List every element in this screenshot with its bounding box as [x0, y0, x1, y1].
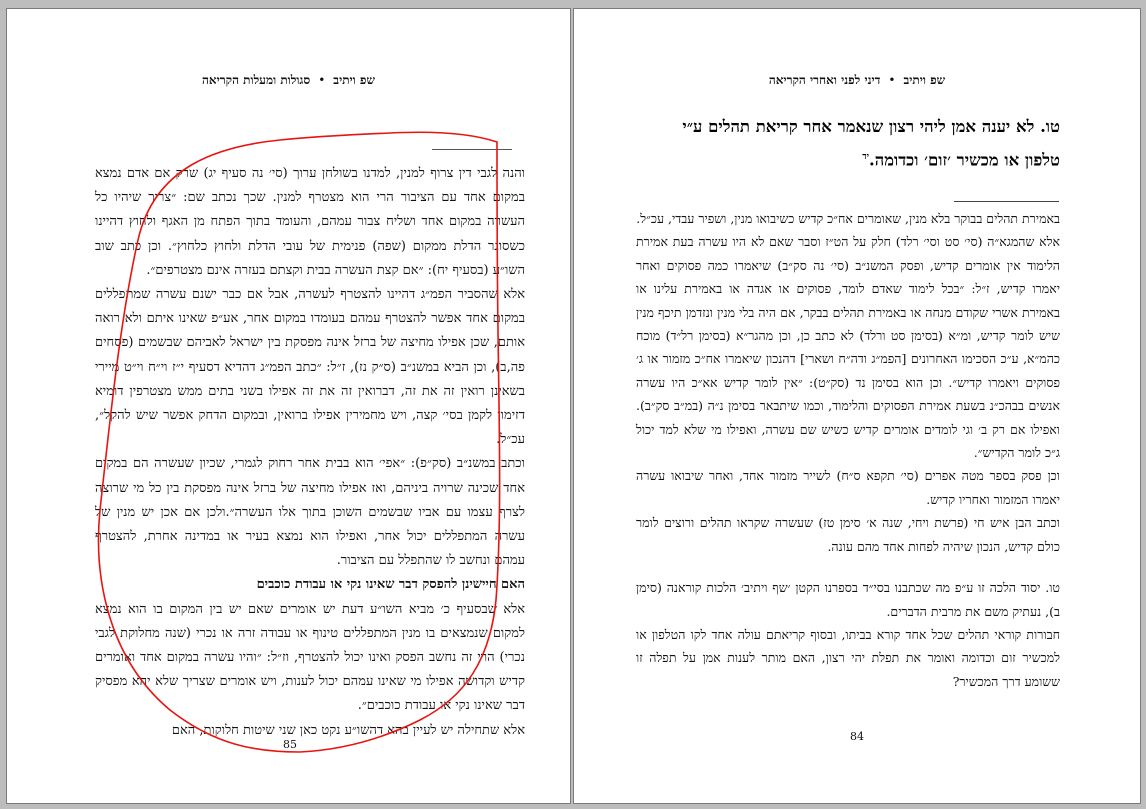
section-title	[644, 112, 1060, 176]
header-rule	[432, 149, 512, 150]
subheading: האם חיישינן להפסק דבר שאינו נקי או עבודת כוכבים	[256, 577, 525, 593]
paragraph: אלא שהמגא״ה (סי׳ סט וסי׳ רלד) חלק על הט״ז וסבר שאם לא היו עשרה בעת אמירת הלימוד אין אומרים קדיש, ופסק המשנ״ב (סי׳ נה סק״ב) שיאמרו כמה פסוקים ואחר יאמרו קדיש, ז״ל: ״בכל לימוד שאדם לומד, פסוקים או אגדה או באמירת עלינו או באמירת אשרי שקודם מנחה או באמירת תהלים בבקר, אם היה בלי מנין ונזדמן תיכף מנין שיש לומר קדיש, ומ״א (בסימן סט ורלד) לא כתב כן, וכן מהגר״א (בסימן רל״ד) מוכח כהמ״א, ע״כ הסכימו האחרונים [הפמ״ג ודה״ח ושארי] דהנכון שיאמרו אח״כ מזמור או ג׳ פסוקים ויאמרו קדיש״. וכן הוא בסימן נד (סק״ט): ״אין לומר קדיש אא״כ היו עשרה אנשים בבהכ״נ בשעת אמירת הפסוקים והלימוד, וכמו שיתבאר בסימן נ״ה (במ״ב סק״ב). ואפילו אם רק ב׳ וגי לומדים אומרים קדיש כשיש שם עשרה, ואפילו מי שלא למד יכול ג״כ לומר הקדיש״.	[636, 234, 1060, 461]
paragraph: באמירת תהלים בבוקר בלא מנין, שאומרים אח״כ קדיש כשיבואו מנין, ושפיר עבדי, עכ״ל.	[636, 211, 1060, 226]
right-body-text	[636, 207, 1060, 693]
left-body-text	[95, 162, 525, 743]
running-head	[7, 73, 570, 88]
paragraph: אלא שהסביר הפמ״ג דהיינו להצטרף לעשרה, אבל אם כבר ישנם עשרה שמתפללים במקום אחד אפשר להצטרף עמהם בעומדו במקום אחר, אע״פ שאינו איתם ולא רואה אותם, שכן אפילו מחיצה של ברזל אינה מפסקת בין ישראל לאביהם שבשמים (פסחים פה,ב), וכן הביא במשנ״ב (ס״ק נז), ז״ל: ״כתב הפמ״ג דהדיא דסעיף י״ז וי״ח וי״ט מיירי בשאינן רואין זה את זה, דברואין זה את זה אפילו בשני בתים ממש מצטרפין דומיא דזימון לקמן בסי׳ קצה, ויש מחמירין אפילו ברואין, ובמקום הדחק אפשר שיש להקל״, עכ״ל.	[95, 287, 525, 448]
section-intro: טו. יסוד הלכה זו ע״פ מה שכתבנו בסי״ד בספרנו הקטן ׳שף ויתיב׳ הלכות קוראנה (סימן ב), נעתיק משם את מרבית הדברים.	[636, 580, 1060, 619]
paragraph: וכן פסק בספר מטה אפרים (סי׳ תקפא ס״ח) לשייר מזמור אחד, ואחר שיבואו עשרה יאמרו המזמור ואחריו קדיש.	[636, 468, 1060, 507]
footnote-rule	[954, 201, 1059, 202]
footnote-mark: יד	[862, 152, 869, 162]
section-title-text: לא יענה אמן ליהי רצון שנאמר אחר קריאת תהלים ע״י טלפון או מכשיר ׳זום׳ וכדומה.	[682, 117, 1060, 170]
section-number: טו.	[1040, 117, 1060, 136]
page-number: 84	[850, 730, 864, 743]
header-separator: •	[888, 73, 896, 87]
header-chapter-title: סגולות ומעלות הקריאה	[202, 73, 311, 87]
header-chapter-title: דיני לפני ואחרי הקריאה	[768, 73, 881, 87]
header-separator: •	[318, 73, 326, 87]
paragraph: וכתב הבן איש חי (פרשת ויחי, שנה א׳ סימן טז) שעשרה שקראו תהלים ורוצים לומר כולם קדיש, הנכון שיהיה לפחות אחד מהם עונה.	[636, 515, 1060, 554]
left-page	[6, 8, 571, 804]
paragraph: וכתב במשנ״ב (סק״פ): ״אפי׳ הוא בבית אחר רחוק לגמרי, שכיון שעשרה הם במקום אחד שכינה שרויה ביניהם, ואז אפילו מחיצה של ברזל אינה מפסקת בין כל מי שרוצה לצרף עצמו עם אביו שבשמים השוכן בתוך אלו העשרה״.ולכן אם אכן יש מנין של עשרה המתפללים יכול אחר, ואפילו הוא נמצא בעיר או במדינה אחרת, להצטרף עמהם ונחשב לו שהתפלל עם הציבור.	[95, 456, 525, 569]
running-head	[574, 73, 1140, 88]
paragraph: אלא שתחילה יש לעיין בהא דהשו״ע נקט כאן שני שיטות חלוקות, האם	[171, 722, 525, 738]
header-book-title: שפ ויתיב	[903, 73, 946, 87]
page-number: 85	[283, 738, 297, 751]
paragraph: והנה לגבי דין צרוף למנין, למדנו בשולחן ערוך (סי׳ נה סעיף יג) שרק אם אדם נמצא במקום אחד עם הציבור הרי הוא מצטרף למנין. שכך נכתב שם: ״צריך שיהיו כל העשרה במקום אחד ושליח צבור עמהם, והעומד בתוך הפתח מן האגף ולחוץ דהיינו כשסוגר הדלת ממקום (שפה) פנימית של עובי הדלת ולחוץ כלחוץ״. וכן כתב שוב השו״ע (בסעיף יח): ״אם קצת העשרה בבית וקצתם בעזרה אינם מצטרפים״.	[95, 166, 525, 278]
right-page	[573, 8, 1141, 804]
header-book-title: שפ ויתיב	[333, 73, 375, 87]
section-body: חבורות קוראי תהלים שכל אחד קורא בביתו, ובסוף קריאתם עולה אחד לקו הטלפון או למכשיר זום וכדומה ואומר את תפלת יהי רצון, האם מותר לענות אמן על תפלה זו ששומע דרך המכשיר?	[636, 626, 1060, 689]
paragraph: אלא שבסעיף כ׳ מביא השו״ע דעת יש אומרים שאם יש בין המקום בו הוא נמצא למקום שנמצאים בו מנין המתפללים טינוף או עבודה זרה או נכרי (שנה מחלוקת לגבי נכרי) הרי זה נחשב הפסק ואינו יכול להצטרף, וז״ל: ״והיו עשרה במקום אחד ואומרים קדיש וקדושה אפילו מי שאינו עמהם יכול לענות, ויש אומרים שצריך שלא יהא מפסיק דבר שאינו נקי או עבודת כוכבים״.	[95, 601, 525, 714]
